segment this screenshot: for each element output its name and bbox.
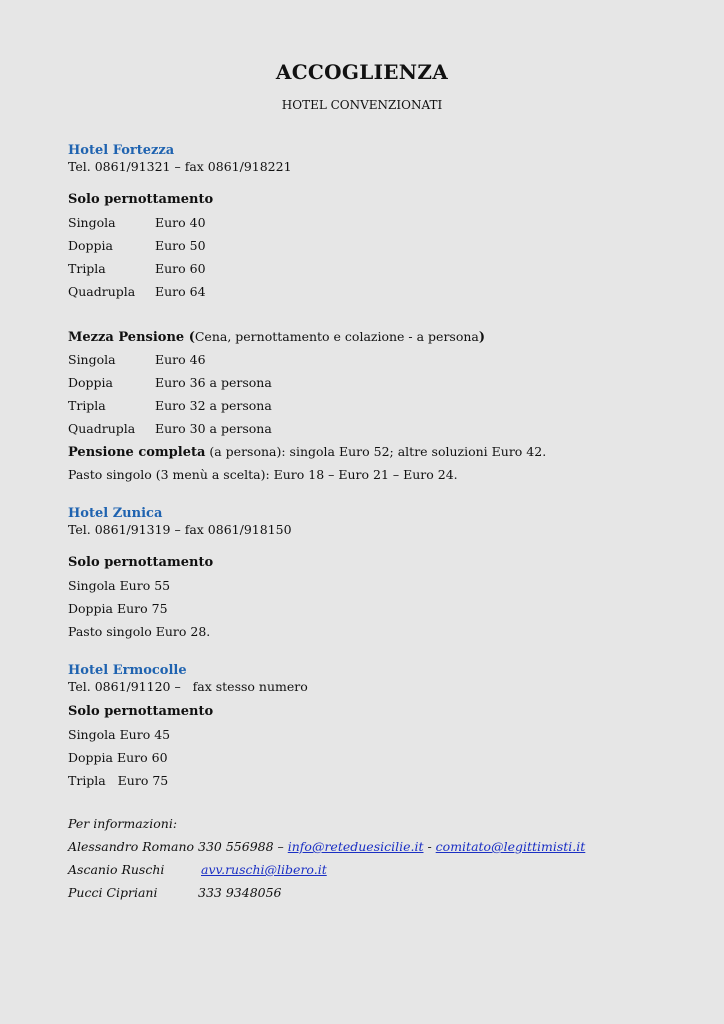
price-row — [68, 417, 688, 440]
hotel-zunica-name: Hotel Zunica — [68, 506, 163, 521]
completa-desc: (a persona): singola Euro 52; altre soluzioni Euro 42. — [205, 444, 547, 459]
room-price: Euro 50 — [155, 238, 206, 253]
list-item: Doppia Euro 60 — [68, 750, 168, 765]
price-row — [68, 234, 688, 257]
price-row — [68, 280, 688, 303]
list-item: Singola Euro 55 — [68, 578, 171, 593]
price-row — [68, 257, 688, 280]
room-price: Euro 46 — [155, 352, 206, 367]
contact-row — [68, 835, 688, 858]
room-price: Euro 32 a persona — [155, 398, 272, 413]
room-price: Euro 40 — [155, 215, 206, 230]
contact-row — [68, 881, 688, 904]
hotel-zunica-tel: Tel. 0861/91319 – fax 0861/918150 — [68, 522, 292, 537]
list-item: Doppia Euro 75 — [68, 601, 168, 616]
email-link[interactable]: comitato@legittimisti.it — [435, 839, 586, 854]
pensione-completa-line — [68, 440, 688, 463]
contact-name: Pucci Cipriani — [68, 885, 158, 900]
room-type: Tripla — [68, 261, 106, 276]
list-item: Pasto singolo Euro 28. — [68, 624, 211, 639]
mezza-desc: Cena, pernottamento e colazione - a persona — [194, 329, 479, 344]
room-price: Euro 30 a persona — [155, 421, 272, 436]
list-item: Singola Euro 45 — [68, 727, 171, 742]
room-price: Euro 64 — [155, 284, 206, 299]
zunica-solo-title: Solo pernottamento — [68, 555, 214, 570]
contact-phone: 333 9348056 — [198, 885, 282, 900]
room-type: Quadrupla — [68, 421, 136, 436]
hotel-fortezza-name: Hotel Fortezza — [68, 143, 175, 158]
mezza-close: ) — [478, 330, 486, 345]
mezza-title: Mezza Pensione ( — [68, 330, 195, 345]
room-type: Tripla — [68, 398, 106, 413]
mezza-pensione-heading — [68, 325, 688, 348]
completa-title: Pensione completa — [68, 445, 206, 460]
room-type: Doppia — [68, 375, 114, 390]
pasto-singolo-line: Pasto singolo (3 menù a scelta): Euro 18 – Euro 21 – Euro 24. — [68, 467, 458, 482]
hotel-ermocolle-name: Hotel Ermocolle — [68, 663, 187, 678]
contact-name: Ascanio Ruschi — [68, 862, 165, 877]
hotel-fortezza-tel: Tel. 0861/91321 – fax 0861/918221 — [68, 159, 292, 174]
room-type: Quadrupla — [68, 284, 136, 299]
room-price: Euro 36 a persona — [155, 375, 272, 390]
hotel-ermocolle-tel: Tel. 0861/91120 – fax stesso numero — [68, 679, 308, 694]
contact-name: Alessandro Romano — [68, 839, 195, 854]
info-heading: Per informazioni: — [68, 816, 178, 831]
document-title: ACCOGLIENZA — [275, 60, 449, 84]
email-link[interactable]: info@reteduesicilie.it — [287, 839, 424, 854]
document-subtitle: HOTEL CONVENZIONATI — [281, 98, 443, 112]
ermocolle-solo-title: Solo pernottamento — [68, 704, 214, 719]
price-row — [68, 394, 688, 417]
info-section — [68, 812, 688, 904]
email-separator: - — [423, 839, 436, 854]
price-row — [68, 348, 688, 371]
fortezza-solo-title: Solo pernottamento — [68, 192, 214, 207]
list-item: Tripla Euro 75 — [68, 773, 169, 788]
room-type: Singola — [68, 215, 116, 230]
document-content — [68, 143, 688, 904]
contact-phone: 330 556988 – — [198, 839, 288, 854]
room-type: Doppia — [68, 238, 114, 253]
email-link[interactable]: avv.ruschi@libero.it — [201, 862, 327, 877]
room-type: Singola — [68, 352, 116, 367]
room-price: Euro 60 — [155, 261, 206, 276]
price-row — [68, 211, 688, 234]
contact-row — [68, 858, 688, 881]
price-row — [68, 371, 688, 394]
